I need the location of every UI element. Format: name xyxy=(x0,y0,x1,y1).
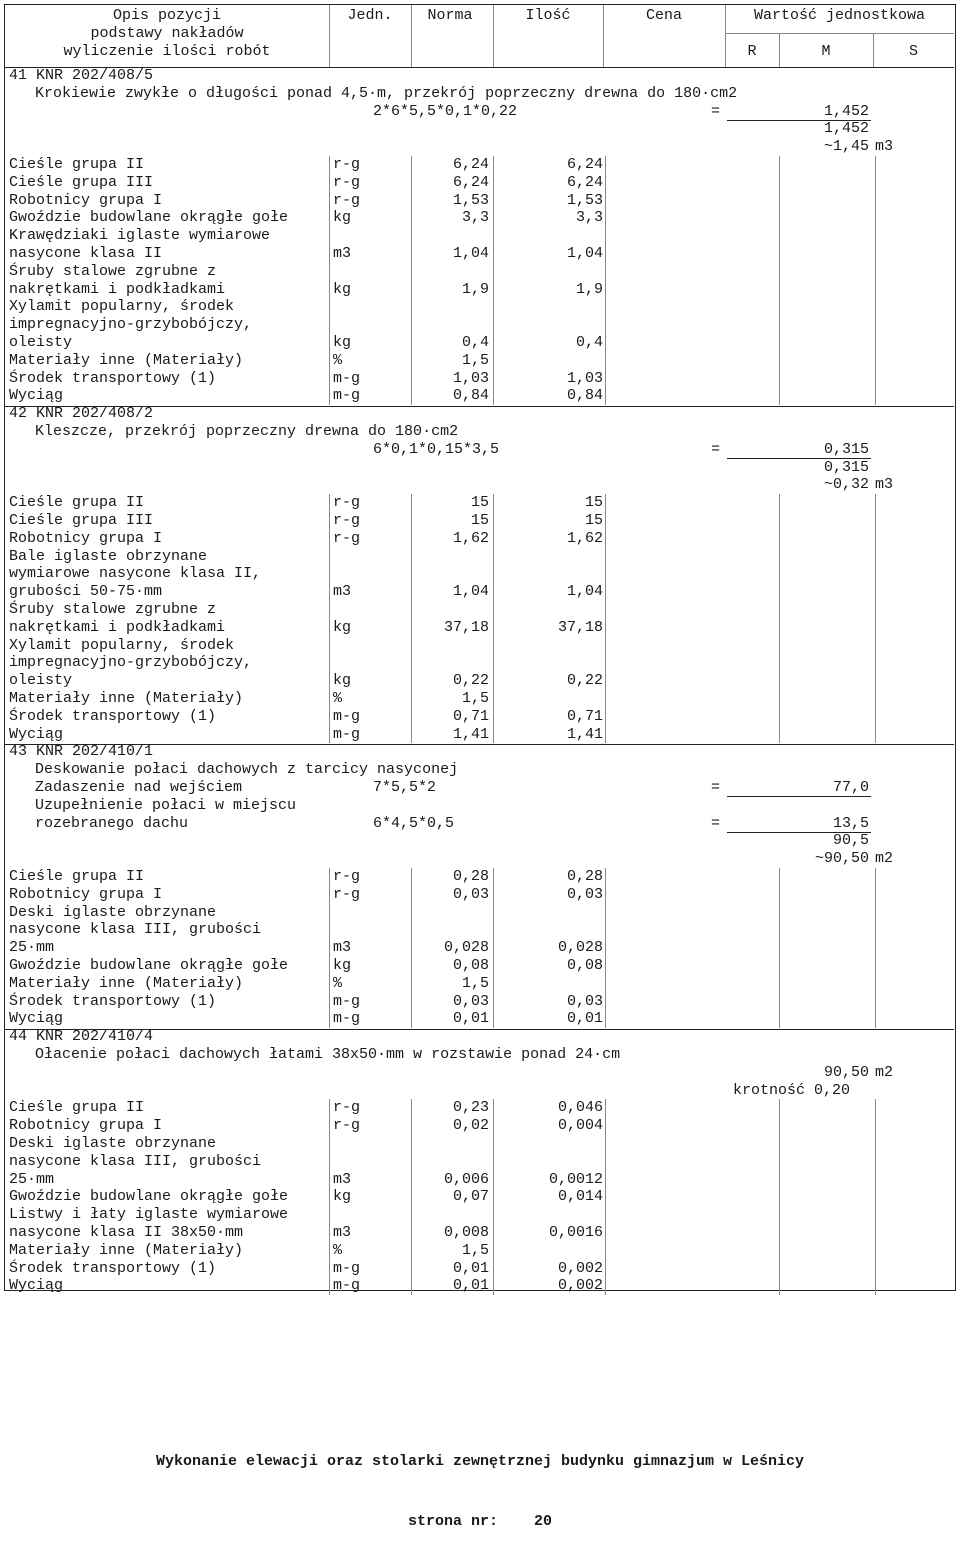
column-divider xyxy=(329,868,330,1028)
column-divider xyxy=(779,156,780,405)
resource-name: Cieśle grupa II xyxy=(9,156,145,173)
resource-unit: % xyxy=(333,1241,343,1259)
resource-unit: m-g xyxy=(333,1277,361,1295)
resource-ilosc: 15 xyxy=(584,512,603,529)
resource-ilosc: 1,53 xyxy=(566,191,603,209)
resource-unit: kg xyxy=(333,334,352,351)
position-description: Ołacenie połaci dachowych łatami 38x50·mm w rozstawie ponad 24·cm xyxy=(35,1046,621,1063)
resource-unit: m-g xyxy=(333,387,361,405)
resource-unit: kg xyxy=(333,209,352,227)
resource-unit: m3 xyxy=(333,245,352,262)
resource-ilosc: 0,71 xyxy=(566,707,603,725)
column-divider xyxy=(411,868,412,1028)
calc-unit: m2 xyxy=(875,850,894,868)
resource-name: Gwoździe budowlane okrągłe gołe xyxy=(9,957,289,974)
resource-ilosc: 0,046 xyxy=(557,1099,603,1117)
calc-sum: 90,5 xyxy=(832,832,869,850)
resource-name: Krawędziaki iglaste wymiarowe xyxy=(9,227,271,245)
resource-norma: 0,028 xyxy=(443,939,489,957)
calc-underline xyxy=(727,796,871,797)
table-header xyxy=(5,5,954,68)
resource-unit: kg xyxy=(333,1188,352,1206)
resource-unit: kg xyxy=(333,280,352,298)
resource-name: Wyciąg xyxy=(9,725,64,743)
resource-norma: 0,84 xyxy=(452,387,489,405)
resource-unit: r-g xyxy=(333,1099,361,1117)
column-divider xyxy=(493,868,494,1028)
resource-ilosc: 0,84 xyxy=(566,387,603,405)
header-opis: Opis pozycji xyxy=(112,7,222,24)
resource-name: Śruby stalowe zgrubne z xyxy=(9,262,217,280)
resource-name: Wyciąg xyxy=(9,1277,64,1295)
resource-name: Robotnicy grupa I xyxy=(9,191,163,209)
position-title: 42 KNR 202/408/2 xyxy=(9,405,154,423)
resource-name: Wyciąg xyxy=(9,1010,64,1028)
calc-expression: 2*6*5,5*0,1*0,22 xyxy=(373,102,518,120)
calc-unit: m3 xyxy=(875,138,894,156)
resource-unit: m-g xyxy=(333,992,361,1010)
resource-unit: m-g xyxy=(333,707,361,725)
column-divider xyxy=(605,156,606,405)
calc-total: ~90,50 xyxy=(814,850,869,868)
calc-equals: = xyxy=(711,440,721,458)
resource-unit: r-g xyxy=(333,529,361,547)
resource-ilosc: 1,62 xyxy=(566,529,603,547)
resource-norma: 1,41 xyxy=(452,725,489,743)
calc-unit: m3 xyxy=(875,476,894,494)
column-divider xyxy=(779,494,780,743)
calc-unit: m2 xyxy=(875,1063,894,1081)
column-divider xyxy=(779,868,780,1028)
resource-norma: 1,9 xyxy=(461,280,489,298)
resource-name: nasycone klasa II 38x50·mm xyxy=(9,1224,244,1241)
resource-norma: 0,01 xyxy=(452,1277,489,1295)
resource-unit: r-g xyxy=(333,173,361,191)
header-podstawy: podstawy nakładów xyxy=(90,25,244,42)
calc-label: rozebranego dachu xyxy=(35,814,189,832)
calc-value: 0,315 xyxy=(823,440,869,458)
resource-name: Materiały inne (Materiały) xyxy=(9,974,244,992)
resource-name: Deski iglaste obrzynane xyxy=(9,903,217,921)
resource-unit: % xyxy=(333,690,343,707)
calc-label: Zadaszenie nad wejściem xyxy=(35,779,243,796)
resource-name: oleisty xyxy=(9,672,73,690)
resource-ilosc: 0,028 xyxy=(557,939,603,957)
resource-ilosc: 1,03 xyxy=(566,369,603,387)
resource-name: impregnacyjno-grzybobójczy, xyxy=(9,316,253,334)
page-footer xyxy=(0,1412,960,1552)
resource-norma: 0,03 xyxy=(452,885,489,903)
resource-name: 25·mm xyxy=(9,939,55,957)
resource-unit: r-g xyxy=(333,868,361,885)
calc-label: Uzupełnienie połaci w miejscu xyxy=(35,796,297,814)
calc-sum: 1,452 xyxy=(823,120,869,138)
resource-norma: 1,5 xyxy=(461,351,489,369)
resource-norma: 0,008 xyxy=(443,1224,489,1241)
resource-unit: % xyxy=(333,974,343,992)
column-divider xyxy=(493,1099,494,1295)
calc-equals: = xyxy=(711,814,721,832)
resource-unit: r-g xyxy=(333,494,361,512)
resource-name: Robotnicy grupa I xyxy=(9,885,163,903)
calc-value: 13,5 xyxy=(832,814,869,832)
resource-norma: 1,04 xyxy=(452,583,489,601)
resource-name: oleisty xyxy=(9,334,73,351)
calc-expression: 6*0,1*0,15*3,5 xyxy=(373,440,500,458)
resource-name: Listwy i łaty iglaste wymiarowe xyxy=(9,1206,289,1224)
resource-unit: r-g xyxy=(333,512,361,529)
resource-norma: 1,03 xyxy=(452,369,489,387)
resource-norma: 1,53 xyxy=(452,191,489,209)
position-description: Deskowanie połaci dachowych z tarcicy nasyconej xyxy=(35,761,459,779)
resource-norma: 0,07 xyxy=(452,1188,489,1206)
resource-unit: m3 xyxy=(333,939,352,957)
position-description: Krokiewie zwykłe o długości ponad 4,5·m, przekrój poprzeczny drewna do 180·cm2 xyxy=(35,84,738,102)
resource-ilosc: 1,04 xyxy=(566,245,603,262)
resource-unit: % xyxy=(333,351,343,369)
resource-norma: 1,5 xyxy=(461,690,489,707)
header-r: R xyxy=(747,43,757,60)
resource-name: nasycone klasa III, grubości xyxy=(9,1152,262,1170)
resource-norma: 15 xyxy=(470,512,489,529)
resource-unit: m-g xyxy=(333,1010,361,1028)
resource-norma: 1,5 xyxy=(461,1241,489,1259)
resource-ilosc: 0,03 xyxy=(566,885,603,903)
resource-norma: 6,24 xyxy=(452,156,489,173)
resource-norma: 6,24 xyxy=(452,173,489,191)
calc-equals: = xyxy=(711,779,721,796)
resource-ilosc: 1,04 xyxy=(566,583,603,601)
calc-sum: 0,315 xyxy=(823,458,869,476)
resource-ilosc: 1,9 xyxy=(575,280,603,298)
resource-name: Xylamit popularny, środek xyxy=(9,636,235,654)
resource-ilosc: 0,002 xyxy=(557,1259,603,1277)
header-wartosc: Wartość jednostkowa xyxy=(753,7,926,24)
resource-name: grubości 50-75·mm xyxy=(9,583,163,601)
resource-name: Cieśle grupa III xyxy=(9,173,154,191)
resource-norma: 0,02 xyxy=(452,1117,489,1135)
resource-name: 25·mm xyxy=(9,1170,55,1188)
column-divider xyxy=(411,1099,412,1295)
column-divider xyxy=(605,494,606,743)
resource-norma: 1,62 xyxy=(452,529,489,547)
calc-expression: 6*4,5*0,5 xyxy=(373,814,455,832)
column-divider xyxy=(875,156,876,405)
resource-unit: r-g xyxy=(333,885,361,903)
resource-unit: m-g xyxy=(333,1259,361,1277)
resource-name: Bale iglaste obrzynane xyxy=(9,547,208,565)
resource-ilosc: 0,03 xyxy=(566,992,603,1010)
resource-norma: 0,01 xyxy=(452,1259,489,1277)
resource-norma: 37,18 xyxy=(443,618,489,636)
resource-name: Cieśle grupa II xyxy=(9,494,145,512)
column-divider xyxy=(411,494,412,743)
footer-page xyxy=(0,1512,960,1532)
resource-name: Cieśle grupa II xyxy=(9,868,145,885)
resource-norma: 1,5 xyxy=(461,974,489,992)
header-s: S xyxy=(908,43,918,60)
column-divider xyxy=(779,1099,780,1295)
column-divider xyxy=(605,868,606,1028)
calc-total: 90,50 xyxy=(823,1063,869,1081)
resource-ilosc: 0,22 xyxy=(566,672,603,690)
resource-norma: 0,28 xyxy=(452,868,489,885)
header-m: M xyxy=(821,43,831,60)
resource-ilosc: 0,0012 xyxy=(548,1170,603,1188)
resource-ilosc: 0,08 xyxy=(566,957,603,974)
column-divider xyxy=(875,868,876,1028)
resource-norma: 0,08 xyxy=(452,957,489,974)
resource-name: Deski iglaste obrzynane xyxy=(9,1135,217,1152)
footer-title: Wykonanie elewacji oraz stolarki zewnętrznej budynku gimnazjum w Leśnicy xyxy=(155,1453,805,1470)
resource-unit: r-g xyxy=(333,156,361,173)
column-divider xyxy=(493,156,494,405)
krotnosc: krotność 0,20 xyxy=(733,1081,851,1099)
resource-name: nakrętkami i podkładkami xyxy=(9,618,226,636)
resource-name: impregnacyjno-grzybobójczy, xyxy=(9,654,253,672)
calc-equals: = xyxy=(711,102,721,120)
resource-unit: r-g xyxy=(333,191,361,209)
calc-total: ~0,32 xyxy=(823,476,869,494)
resource-norma: 0,03 xyxy=(452,992,489,1010)
resource-ilosc: 0,014 xyxy=(557,1188,603,1206)
resource-name: Robotnicy grupa I xyxy=(9,1117,163,1135)
resource-unit: kg xyxy=(333,618,352,636)
resource-norma: 1,04 xyxy=(452,245,489,262)
resource-name: wymiarowe nasycone klasa II, xyxy=(9,565,262,583)
resource-name: Cieśle grupa III xyxy=(9,512,154,529)
resource-ilosc: 37,18 xyxy=(557,618,603,636)
column-divider xyxy=(329,1099,330,1295)
resource-norma: 3,3 xyxy=(461,209,489,227)
resource-ilosc: 0,28 xyxy=(566,868,603,885)
position-title: 44 KNR 202/410/4 xyxy=(9,1028,154,1046)
footer-page-label: strona nr: xyxy=(407,1513,498,1530)
header-ilosc: Ilość xyxy=(525,7,571,24)
calc-expression: 7*5,5*2 xyxy=(373,779,437,796)
column-divider xyxy=(493,494,494,743)
resource-unit: kg xyxy=(333,672,352,690)
resource-name: Śruby stalowe zgrubne z xyxy=(9,601,217,618)
resource-name: Cieśle grupa II xyxy=(9,1099,145,1117)
column-divider xyxy=(875,494,876,743)
column-divider xyxy=(329,494,330,743)
resource-unit: m3 xyxy=(333,583,352,601)
resource-ilosc: 0,01 xyxy=(566,1010,603,1028)
column-divider xyxy=(329,156,330,405)
resource-name: Xylamit popularny, środek xyxy=(9,298,235,316)
header-jedn: Jedn. xyxy=(347,7,393,24)
resource-unit: m-g xyxy=(333,725,361,743)
resource-ilosc: 1,41 xyxy=(566,725,603,743)
resource-unit: kg xyxy=(333,957,352,974)
resource-norma: 0,4 xyxy=(461,334,489,351)
header-wyliczenie: wyliczenie ilości robót xyxy=(63,43,271,60)
header-cena: Cena xyxy=(645,7,682,24)
resource-name: Gwoździe budowlane okrągłe gołe xyxy=(9,1188,289,1206)
resource-name: Gwoździe budowlane okrągłe gołe xyxy=(9,209,289,227)
resource-ilosc: 3,3 xyxy=(575,209,603,227)
resource-name: Materiały inne (Materiały) xyxy=(9,351,244,369)
footer-page-number: 20 xyxy=(534,1513,553,1530)
header-norma: Norma xyxy=(427,7,473,24)
resource-unit: m-g xyxy=(333,369,361,387)
resource-ilosc: 15 xyxy=(584,494,603,512)
resource-norma: 0,23 xyxy=(452,1099,489,1117)
resource-name: nakrętkami i podkładkami xyxy=(9,280,226,298)
resource-name: nasycone klasa III, grubości xyxy=(9,921,262,939)
position-title: 43 KNR 202/410/1 xyxy=(9,743,154,761)
resource-norma: 0,22 xyxy=(452,672,489,690)
column-divider xyxy=(875,1099,876,1295)
resource-name: Robotnicy grupa I xyxy=(9,529,163,547)
resource-name: Środek transportowy (1) xyxy=(9,992,217,1010)
calc-total: ~1,45 xyxy=(823,138,869,156)
resource-ilosc: 0,002 xyxy=(557,1277,603,1295)
resource-norma: 0,01 xyxy=(452,1010,489,1028)
resource-name: Wyciąg xyxy=(9,387,64,405)
resource-unit: m3 xyxy=(333,1170,352,1188)
resource-name: Środek transportowy (1) xyxy=(9,1259,217,1277)
resource-name: Środek transportowy (1) xyxy=(9,707,217,725)
resource-unit: r-g xyxy=(333,1117,361,1135)
resource-name: Materiały inne (Materiały) xyxy=(9,1241,244,1259)
resource-norma: 0,71 xyxy=(452,707,489,725)
calc-value: 77,0 xyxy=(832,779,869,796)
calc-value: 1,452 xyxy=(823,102,869,120)
resource-ilosc: 0,4 xyxy=(575,334,603,351)
resource-ilosc: 6,24 xyxy=(566,156,603,173)
resource-name: nasycone klasa II xyxy=(9,245,163,262)
resource-norma: 15 xyxy=(470,494,489,512)
resource-unit: m3 xyxy=(333,1224,352,1241)
column-divider xyxy=(411,156,412,405)
resource-name: Materiały inne (Materiały) xyxy=(9,690,244,707)
column-divider xyxy=(605,1099,606,1295)
position-description: Kleszcze, przekrój poprzeczny drewna do 180·cm2 xyxy=(35,423,459,440)
resource-norma: 0,006 xyxy=(443,1170,489,1188)
resource-ilosc: 0,004 xyxy=(557,1117,603,1135)
resource-ilosc: 6,24 xyxy=(566,173,603,191)
resource-ilosc: 0,0016 xyxy=(548,1224,603,1241)
cost-estimate-table xyxy=(4,4,956,1295)
resource-name: Środek transportowy (1) xyxy=(9,369,217,387)
position-title: 41 KNR 202/408/5 xyxy=(9,67,154,84)
